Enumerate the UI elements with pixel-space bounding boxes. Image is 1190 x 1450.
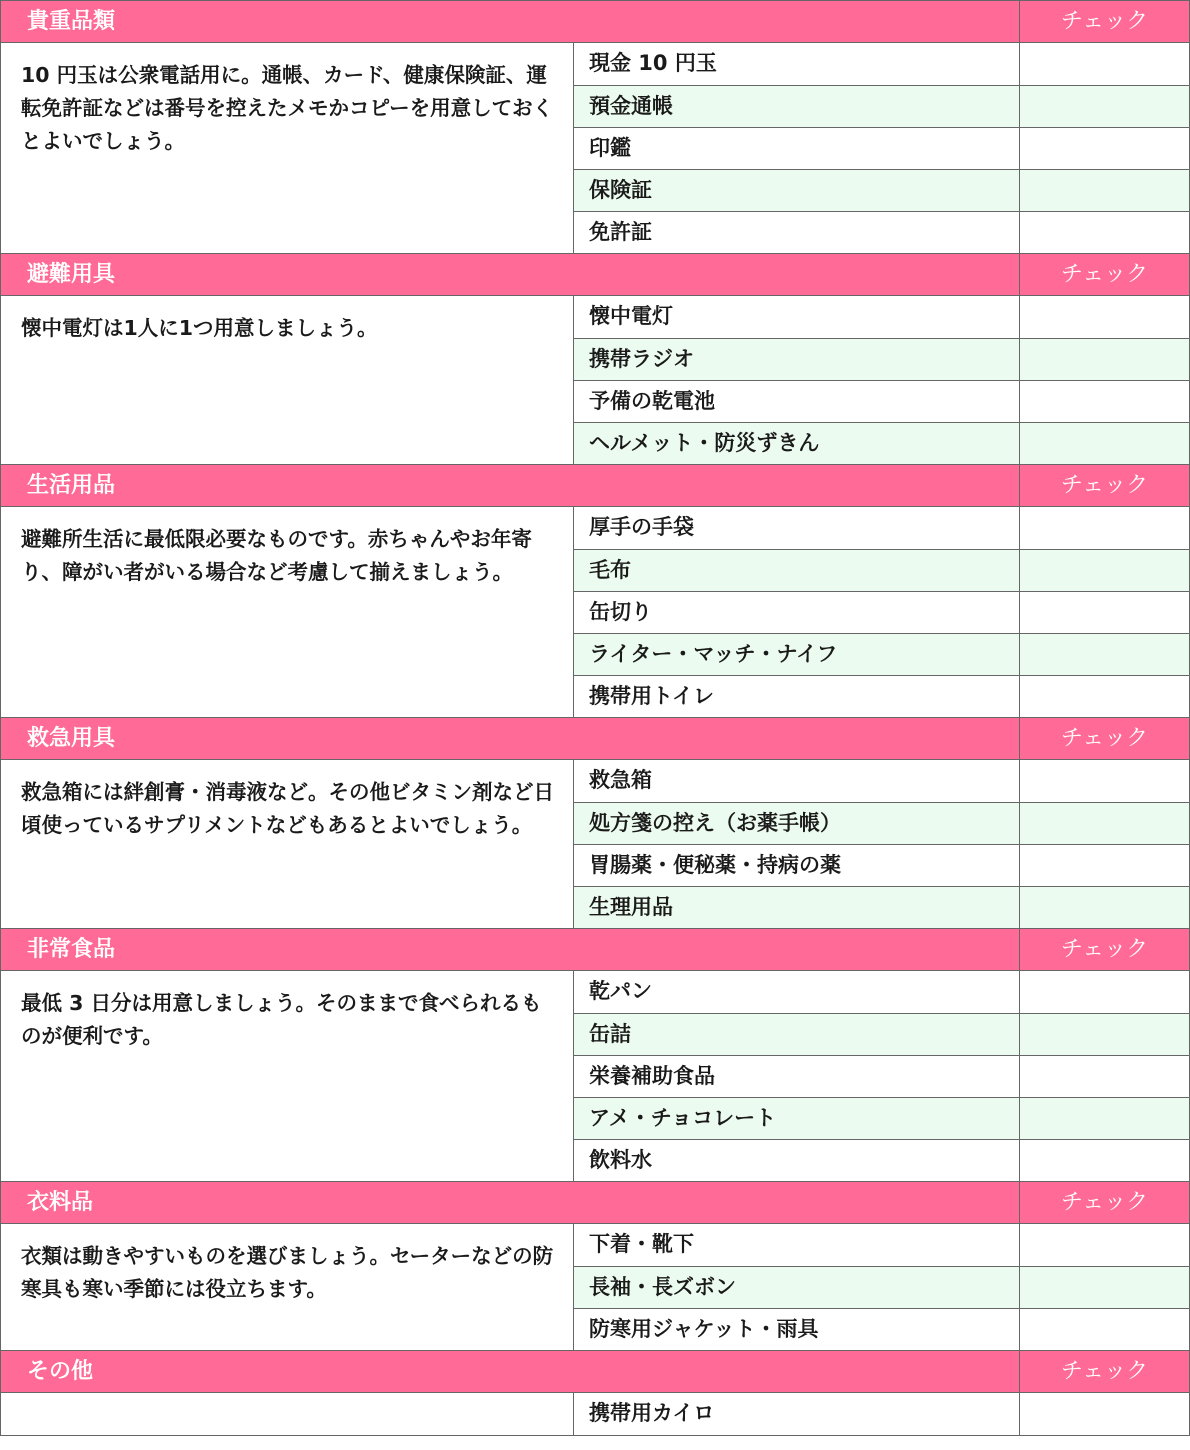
item-list: [574, 760, 1189, 928]
section-header: [0, 253, 1190, 295]
item-label: 乾パン: [574, 971, 1020, 1013]
list-item: [574, 127, 1189, 169]
item-label: 現金 10 円玉: [574, 43, 1020, 85]
check-cell[interactable]: [1020, 676, 1189, 717]
check-cell[interactable]: [1020, 1014, 1189, 1055]
section-title: その他: [27, 1359, 94, 1384]
sheet-bottom-border: [0, 1435, 1190, 1436]
item-label: 予備の乾電池: [574, 381, 1020, 422]
item-label: 下着・靴下: [574, 1224, 1020, 1266]
section-title: 避難用具: [27, 262, 116, 287]
check-cell[interactable]: [1020, 1393, 1189, 1435]
item-label: ライター・マッチ・ナイフ: [574, 634, 1020, 675]
check-cell[interactable]: [1020, 1267, 1189, 1308]
list-item: [574, 43, 1189, 85]
item-label: 厚手の手袋: [574, 507, 1020, 549]
list-item: [574, 1308, 1189, 1350]
item-label: 携帯ラジオ: [574, 339, 1020, 380]
item-label: 保険証: [574, 170, 1020, 211]
section-description: 救急箱には絆創膏・消毒液など。その他ビタミン剤など日頃使っているサプリメントなどもあるとよいでしょう。: [1, 760, 574, 928]
section-description: 衣類は動きやすいものを選びましょう。セーターなどの防寒具も寒い季節には役立ちます。: [1, 1224, 574, 1350]
item-label: 胃腸薬・便秘薬・持病の薬: [574, 845, 1020, 886]
check-cell[interactable]: [1020, 803, 1189, 844]
list-item: [574, 886, 1189, 928]
list-item: [574, 844, 1189, 886]
item-label: 携帯用トイレ: [574, 676, 1020, 717]
check-column-header: チェック: [1019, 465, 1189, 506]
item-label: 毛布: [574, 550, 1020, 591]
item-label: ヘルメット・防災ずきん: [574, 423, 1020, 464]
check-cell[interactable]: [1020, 887, 1189, 928]
section-body: [0, 1223, 1190, 1350]
section-body: [0, 970, 1190, 1181]
check-cell[interactable]: [1020, 845, 1189, 886]
section-title: 救急用具: [27, 726, 116, 751]
item-label: 救急箱: [574, 760, 1020, 802]
check-column-header: チェック: [1019, 1182, 1189, 1223]
section-body: [0, 295, 1190, 464]
item-label: 免許証: [574, 212, 1020, 253]
item-label: 栄養補助食品: [574, 1056, 1020, 1097]
list-item: [574, 85, 1189, 127]
check-cell[interactable]: [1020, 86, 1189, 127]
check-cell[interactable]: [1020, 423, 1189, 464]
list-item: [574, 1393, 1189, 1435]
section-header: [0, 1181, 1190, 1223]
section-description: [1, 1393, 574, 1435]
section-description: 懐中電灯は1人に1つ用意しましょう。: [1, 296, 574, 464]
list-item: [574, 1013, 1189, 1055]
list-item: [574, 549, 1189, 591]
item-label: 缶詰: [574, 1014, 1020, 1055]
item-label: 長袖・長ズボン: [574, 1267, 1020, 1308]
item-label: 缶切り: [574, 592, 1020, 633]
item-label: 防寒用ジャケット・雨具: [574, 1309, 1020, 1350]
checklist-section: [0, 1350, 1190, 1435]
list-item: [574, 380, 1189, 422]
check-cell[interactable]: [1020, 339, 1189, 380]
section-header: [0, 1350, 1190, 1392]
item-list: [574, 296, 1189, 464]
checklist-section: [0, 928, 1190, 1181]
check-cell[interactable]: [1020, 381, 1189, 422]
section-title: 非常食品: [27, 937, 116, 962]
list-item: [574, 1224, 1189, 1266]
list-item: [574, 211, 1189, 253]
check-cell[interactable]: [1020, 1309, 1189, 1350]
item-label: 懐中電灯: [574, 296, 1020, 338]
section-title: 貴重品類: [27, 9, 116, 34]
check-column-header: チェック: [1019, 254, 1189, 295]
list-item: [574, 802, 1189, 844]
item-label: 預金通帳: [574, 86, 1020, 127]
check-cell[interactable]: [1020, 760, 1189, 802]
check-column-header: チェック: [1019, 1, 1189, 42]
section-description: 避難所生活に最低限必要なものです。赤ちゃんやお年寄り、障がい者がいる場合など考慮して揃えましょう。: [1, 507, 574, 717]
check-cell[interactable]: [1020, 1098, 1189, 1139]
check-cell[interactable]: [1020, 971, 1189, 1013]
list-item: [574, 1055, 1189, 1097]
list-item: [574, 1266, 1189, 1308]
section-title: 衣料品: [27, 1190, 94, 1215]
item-label: 携帯用カイロ: [574, 1393, 1020, 1435]
check-cell[interactable]: [1020, 1140, 1189, 1181]
check-cell[interactable]: [1020, 507, 1189, 549]
checklist-section: [0, 0, 1190, 253]
list-item: [574, 971, 1189, 1013]
item-list: [574, 1393, 1189, 1435]
item-label: 飲料水: [574, 1140, 1020, 1181]
check-cell[interactable]: [1020, 128, 1189, 169]
checklist-section: [0, 717, 1190, 928]
check-cell[interactable]: [1020, 592, 1189, 633]
list-item: [574, 633, 1189, 675]
item-list: [574, 507, 1189, 717]
list-item: [574, 507, 1189, 549]
list-item: [574, 1097, 1189, 1139]
list-item: [574, 296, 1189, 338]
section-description: 10 円玉は公衆電話用に。通帳、カード、健康保険証、運転免許証などは番号を控えたメモかコピーを用意しておくとよいでしょう。: [1, 43, 574, 253]
item-label: 処方箋の控え（お薬手帳）: [574, 803, 1020, 844]
item-label: アメ・チョコレート: [574, 1098, 1020, 1139]
check-cell[interactable]: [1020, 296, 1189, 338]
item-list: [574, 1224, 1189, 1350]
section-body: [0, 759, 1190, 928]
list-item: [574, 422, 1189, 464]
section-header: [0, 0, 1190, 42]
list-item: [574, 1139, 1189, 1181]
check-cell[interactable]: [1020, 1056, 1189, 1097]
list-item: [574, 169, 1189, 211]
section-body: [0, 42, 1190, 253]
section-description: 最低 3 日分は用意しましょう。そのままで食べられるものが便利です。: [1, 971, 574, 1181]
list-item: [574, 338, 1189, 380]
check-column-header: チェック: [1019, 1351, 1189, 1392]
checklist-section: [0, 464, 1190, 717]
check-column-header: チェック: [1019, 929, 1189, 970]
check-cell[interactable]: [1020, 1224, 1189, 1266]
check-cell[interactable]: [1020, 550, 1189, 591]
section-body: [0, 1392, 1190, 1435]
section-header: [0, 928, 1190, 970]
check-column-header: チェック: [1019, 718, 1189, 759]
item-list: [574, 43, 1189, 253]
section-header: [0, 464, 1190, 506]
section-body: [0, 506, 1190, 717]
list-item: [574, 760, 1189, 802]
item-label: 生理用品: [574, 887, 1020, 928]
checklist-section: [0, 253, 1190, 464]
section-header: [0, 717, 1190, 759]
list-item: [574, 675, 1189, 717]
item-list: [574, 971, 1189, 1181]
check-cell[interactable]: [1020, 43, 1189, 85]
item-label: 印鑑: [574, 128, 1020, 169]
section-title: 生活用品: [27, 473, 116, 498]
check-cell[interactable]: [1020, 212, 1189, 253]
list-item: [574, 591, 1189, 633]
check-cell[interactable]: [1020, 170, 1189, 211]
check-cell[interactable]: [1020, 634, 1189, 675]
checklist-section: [0, 1181, 1190, 1350]
